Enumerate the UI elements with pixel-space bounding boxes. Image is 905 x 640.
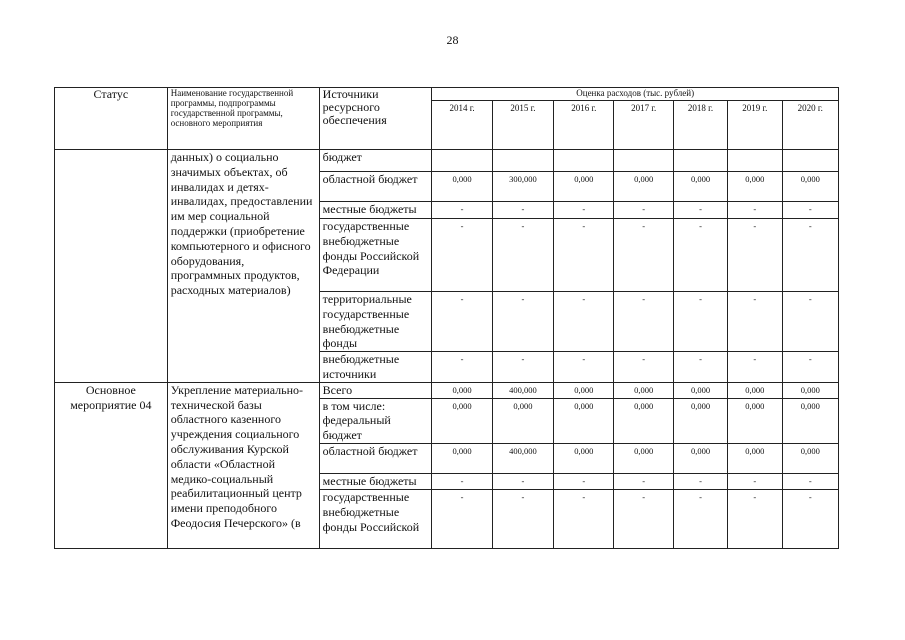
value-cell: - xyxy=(728,473,782,489)
source-cell: территориальные государственные внебюджетные фонды xyxy=(319,292,432,352)
value-cell: 0,000 xyxy=(614,382,673,398)
source-cell: государственные внебюджетные фонды Российской xyxy=(319,489,432,548)
source-cell: Всего xyxy=(319,382,432,398)
header-sources: Источники ресурсного обеспечения xyxy=(319,88,432,150)
value-cell: 0,000 xyxy=(432,172,492,202)
value-cell xyxy=(782,150,838,172)
source-cell: бюджет xyxy=(319,150,432,172)
source-cell: областной бюджет xyxy=(319,172,432,202)
header-year: 2016 г. xyxy=(554,101,614,150)
value-cell: - xyxy=(782,292,838,352)
header-row xyxy=(55,88,839,101)
header-year: 2014 г. xyxy=(432,101,492,150)
value-cell: - xyxy=(432,489,492,548)
source-cell: государственные внебюджетные фонды Российской Федерации xyxy=(319,219,432,292)
value-cell: - xyxy=(614,473,673,489)
value-cell: - xyxy=(554,292,614,352)
value-cell: 0,000 xyxy=(432,382,492,398)
name-cell: данных) о социально значимых объектах, об инвалидах и детях-инвалидах, предоставлении им мер социальной поддержки (приобретение компьютерного и офисного оборудования, программных продуктов, расходных материалов) xyxy=(167,150,319,383)
value-cell: 300,000 xyxy=(492,172,553,202)
value-cell: - xyxy=(492,202,553,219)
source-cell: внебюджетные источники xyxy=(319,352,432,383)
value-cell: - xyxy=(554,352,614,383)
value-cell: - xyxy=(554,219,614,292)
value-cell: 0,000 xyxy=(728,382,782,398)
value-cell: 0,000 xyxy=(673,443,727,473)
value-cell: - xyxy=(432,473,492,489)
value-cell: 0,000 xyxy=(673,382,727,398)
value-cell: - xyxy=(492,352,553,383)
value-cell: - xyxy=(782,489,838,548)
value-cell: - xyxy=(614,292,673,352)
value-cell: - xyxy=(492,489,553,548)
value-cell: 0,000 xyxy=(728,398,782,443)
page-number: 28 xyxy=(446,33,459,47)
value-cell: - xyxy=(614,352,673,383)
budget-table xyxy=(54,87,839,549)
value-cell xyxy=(554,150,614,172)
value-cell: - xyxy=(432,202,492,219)
header-costs: Оценка расходов (тыс. рублей) xyxy=(432,88,839,101)
value-cell xyxy=(728,150,782,172)
value-cell: 0,000 xyxy=(554,172,614,202)
value-cell: 0,000 xyxy=(554,443,614,473)
source-cell: местные бюджеты xyxy=(319,473,432,489)
value-cell: 0,000 xyxy=(782,398,838,443)
value-cell: - xyxy=(673,489,727,548)
value-cell: - xyxy=(673,473,727,489)
value-cell: 0,000 xyxy=(614,172,673,202)
value-cell: 0,000 xyxy=(728,172,782,202)
header-year: 2020 г. xyxy=(782,101,838,150)
value-cell: - xyxy=(554,473,614,489)
value-cell: 0,000 xyxy=(554,398,614,443)
value-cell: - xyxy=(492,473,553,489)
value-cell: - xyxy=(782,352,838,383)
value-cell: - xyxy=(673,202,727,219)
value-cell: - xyxy=(614,202,673,219)
value-cell: - xyxy=(673,292,727,352)
value-cell: - xyxy=(554,202,614,219)
status-cell: Основное мероприятие 04 xyxy=(55,382,168,548)
value-cell: - xyxy=(432,219,492,292)
value-cell: - xyxy=(782,219,838,292)
header-year: 2019 г. xyxy=(728,101,782,150)
value-cell: 0,000 xyxy=(554,382,614,398)
value-cell: - xyxy=(782,202,838,219)
header-name: Наименование государственной программы, подпрограммы государственной программы, основного мероприятия xyxy=(167,88,319,150)
value-cell: - xyxy=(728,219,782,292)
value-cell: - xyxy=(432,352,492,383)
value-cell: 0,000 xyxy=(492,398,553,443)
value-cell xyxy=(673,150,727,172)
source-cell: областной бюджет xyxy=(319,443,432,473)
value-cell xyxy=(432,150,492,172)
source-cell: местные бюджеты xyxy=(319,202,432,219)
header-year: 2017 г. xyxy=(614,101,673,150)
value-cell: - xyxy=(492,292,553,352)
value-cell: 0,000 xyxy=(673,172,727,202)
value-cell: - xyxy=(728,352,782,383)
value-cell: 0,000 xyxy=(673,398,727,443)
value-cell: 0,000 xyxy=(432,443,492,473)
header-year: 2018 г. xyxy=(673,101,727,150)
header-status: Статус xyxy=(55,88,168,150)
value-cell: - xyxy=(728,292,782,352)
value-cell: - xyxy=(492,219,553,292)
value-cell: - xyxy=(432,292,492,352)
value-cell: 0,000 xyxy=(782,443,838,473)
value-cell: 0,000 xyxy=(432,398,492,443)
status-cell xyxy=(55,150,168,383)
value-cell xyxy=(614,150,673,172)
value-cell: 0,000 xyxy=(614,398,673,443)
header-year: 2015 г. xyxy=(492,101,553,150)
value-cell: 400,000 xyxy=(492,382,553,398)
value-cell: - xyxy=(554,489,614,548)
value-cell: 0,000 xyxy=(782,172,838,202)
value-cell: - xyxy=(728,202,782,219)
value-cell: 400,000 xyxy=(492,443,553,473)
value-cell: 0,000 xyxy=(782,382,838,398)
value-cell: - xyxy=(673,219,727,292)
value-cell: - xyxy=(614,489,673,548)
value-cell xyxy=(492,150,553,172)
value-cell: 0,000 xyxy=(728,443,782,473)
value-cell: - xyxy=(728,489,782,548)
name-cell: Укрепление материально-технической базы областного казенного учреждения социального обслуживания Курской области «Областной медико-социальный реабилитационный центр имени преподобного Феодосия Печерского» (в xyxy=(167,382,319,548)
value-cell: - xyxy=(782,473,838,489)
table-row xyxy=(55,150,839,172)
value-cell: - xyxy=(673,352,727,383)
value-cell: - xyxy=(614,219,673,292)
source-cell: в том числе: федеральный бюджет xyxy=(319,398,432,443)
table-row xyxy=(55,382,839,398)
value-cell: 0,000 xyxy=(614,443,673,473)
